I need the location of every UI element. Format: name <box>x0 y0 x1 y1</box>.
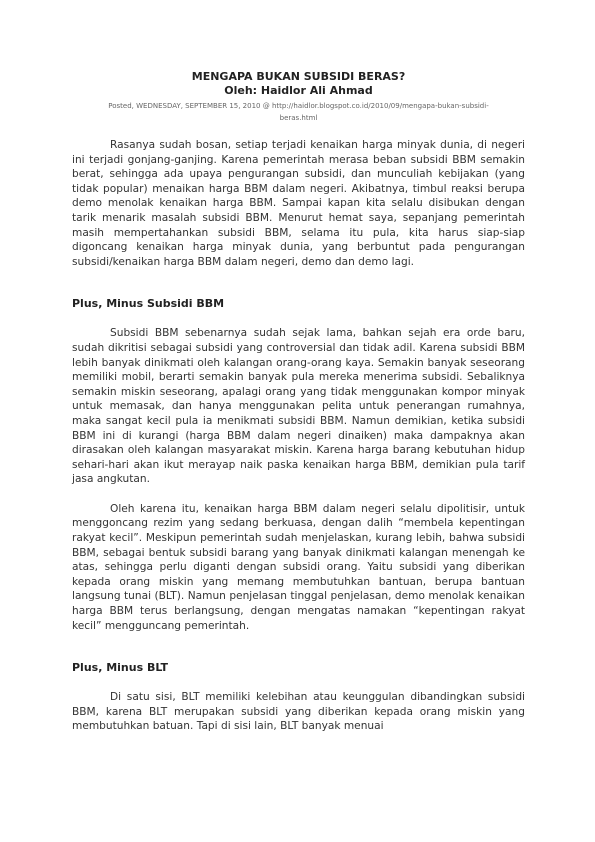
document-page <box>72 70 525 734</box>
paragraph-intro: Rasanya sudah bosan, setiap terjadi kenaikan harga minyak dunia, di negeri ini terjadi gonjang-ganjing. Karena pemerintah merasa beban subsidi BBM semakin berat, sehingga ada upaya pengurangan subsidi, dan munculiah kebijakan (yang tidak popular) menaikan harga BBM dalam negeri. Akibatnya, timbul reaksi berupa demo menolak kenaikan harga BBM. Sampai kapan kita selalu disibukan dengan tarik menarik masalah subsidi BBM. Menurut hemat saya, sepanjang pemerintah masih mempertahankan subsidi BBM, selama itu pula, kita harus siap-siap digoncang kenaikan harga minyak dunia, yang berbuntut pada pengurangan subsidi/kenaikan harga BBM dalam negeri, demo dan demo lagi. <box>72 139 525 268</box>
paragraph-blt-1: Di satu sisi, BLT memiliki kelebihan atau keunggulan dibandingkan subsidi BBM, karena BLT merupakan subsidi yang diberikan kepada orang miskin yang membutuhkan batuan. Tapi di sisi lain, BLT banyak menuai <box>72 691 525 733</box>
paragraph-subsidi-bbm-2: Oleh karena itu, kenaikan harga BBM dalam negeri selalu dipolitisir, untuk menggoncang rezim yang sedang berkuasa, dengan dalih “membela kepentingan rakyat kecil”. Meskipun pemerintah sudah menjelaskan, kurang lebih, bahwa subsidi BBM, sebagai bentuk subsidi barang yang banyak dinikmati kalangan menengah ke atas, sehingga perlu diganti dengan subsidi orang. Yaitu subsidi yang diberikan kepada orang miskin yang memang membutuhkan bantuan, berupa bantuan langsung tunai (BLT). Namun penjelasan tinggal penjelasan, demo menolak kenaikan harga BBM terus berlangsung, dengan mengatas namakan “kepentingan rakyat kecil” mengguncang pemerintah. <box>72 502 525 632</box>
article-title: MENGAPA BUKAN SUBSIDI BERAS? <box>191 70 406 83</box>
posted-line: Posted, WEDNESDAY, SEPTEMBER 15, 2010 @ http://haidlor.blogspot.co.id/2010/09/mengapa-bukan-subsidi-beras.html <box>108 102 489 122</box>
section-heading-blt: Plus, Minus BLT <box>72 661 169 675</box>
article-author: Oleh: Haidlor Ali Ahmad <box>224 84 373 97</box>
section-heading-subsidi-bbm: Plus, Minus Subsidi BBM <box>72 297 225 311</box>
paragraph-subsidi-bbm-1: Subsidi BBM sebenarnya sudah sejak lama, bahkan sejah era orde baru, sudah dikritisi sebagai subsidi yang controversial dan tidak adil. Karena subsidi BBM lebih banyak dinikmati oleh kalangan orang-orang kaya. Semakin banyak seseorang memiliki mobil, berarti semakin banyak pula mereka menerima subsidi. Sebaliknya semakin miskin seseorang, apalagi orang yang tidak menggunakan kompor minyak untuk memasak, dan hanya menggunakan pelita untuk penerangan rumahnya, maka sangat kecil pula ia menikmati subsidi BBM. Namun demikian, ketika subsidi BBM ini di kurangi (harga BBM dalam negeri dinaiken) maka dampaknya akan dirasakan oleh kalangan masyarakat miskin. Karena harga barang kebutuhan hidup sehari-hari akan ikut merayap naik paska kenaikan harga BBM, demikian pula tarif jasa angkutan. <box>72 327 525 486</box>
